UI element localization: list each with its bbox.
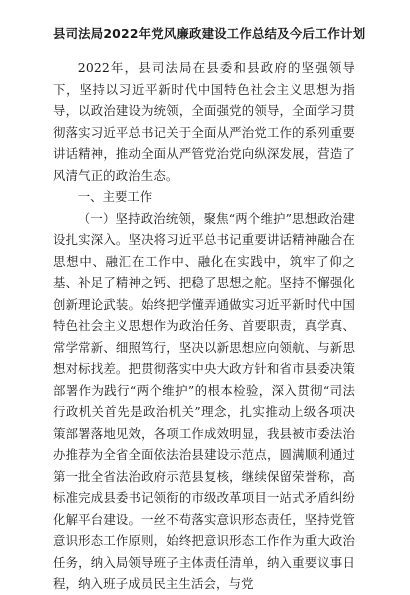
section-heading: 一、主要工作 (77, 189, 153, 204)
intro-paragraph: 2022年，县司法局在县委和县政府的坚强领导下，坚持以习近平新时代中国特色社会主义思想为指导，以政治建设为统领，全面强党的领导，全面学习贯彻落实习近平总书记关于全面从严治党工作的系列重要讲话精神，推动全面从严管党治党向纵深发展，营造了风清气正的政治生态。 (53, 60, 355, 183)
subsection-paragraph: （一）坚持政治统领，聚焦“两个维护”思想政治建设扎实深入。坚决将习近平总书记重要讲话精神融合在思想中、融汇在工作中、融化在实践中，筑牢了仰之基、补足了精神之钙、把稳了思想之舵。坚持不懈强化创新理论武装。始终把学懂弄通做实习近平新时代中国特色社会主义思想作为政治任务、首要职责，真学真、常学常新、细照笃行，坚决以新思想应向领航、与新思想对标找差。把贯彻落实中央大政方针和省市县委决策部署作为践行“两个维护”的根本检验，深入贯彻“司法行政机关首先是政治机关”理念，扎实推动上级各项决策部署落地见效，各项工作成效明显，我县被市委法治办推荐为全省全面依法治县建设示范点，圆满顺利通过第一批全省法治政府示范县复核，继续保留荣誉称，高标准完成县委书记领衔的市级改革项目一站式矛盾纠纷化解平台建设。一丝不苟落实意识形态责任，坚持党管意识形态工作原则，始终把意识形态工作作为重大政治任务，纳入局领导班子主体责任清单，纳入重要议事日程，纳入班子成员民主生活会，与党 (53, 210, 355, 591)
document-title: 县司法局2022年党风廉政建设工作总结及今后工作计划 (53, 26, 366, 41)
